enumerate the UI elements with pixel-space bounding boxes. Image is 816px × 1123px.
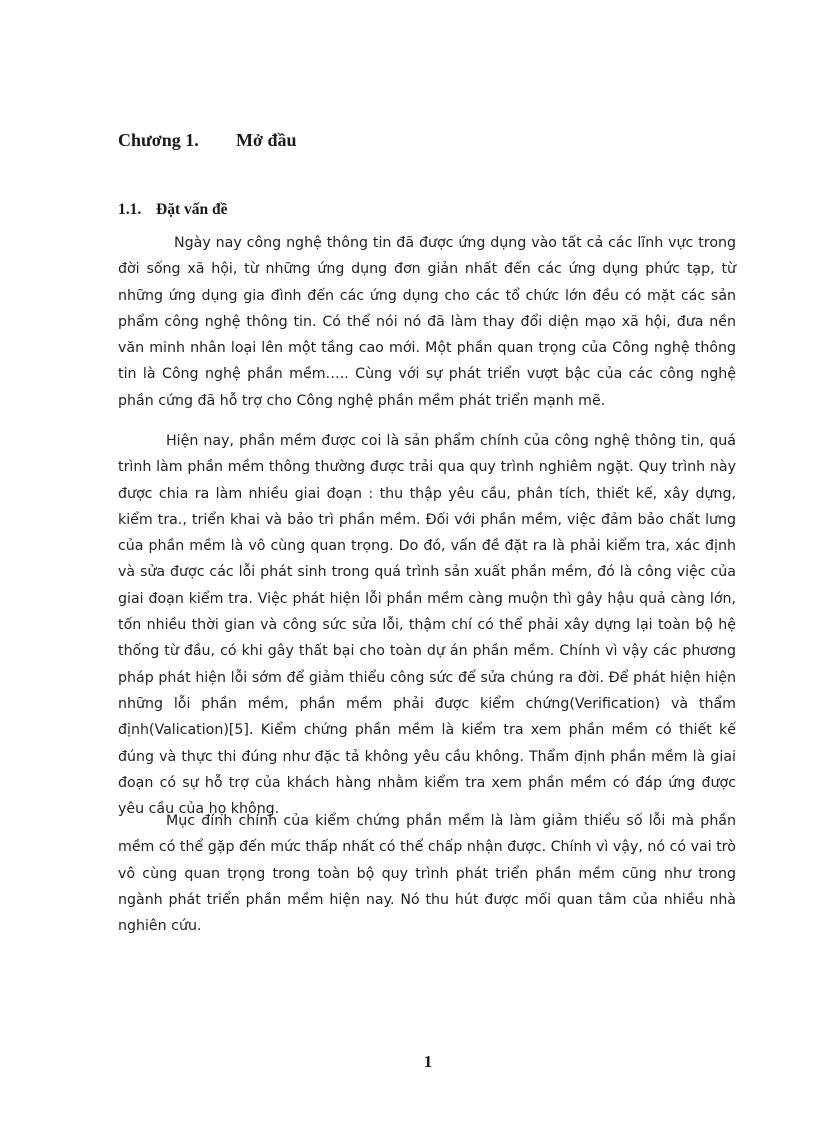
section-title: Đặt vấn đề [156,201,228,218]
chapter-number: Chương 1. [118,130,199,150]
body-paragraph-2: Hiện nay, phần mềm được coi là sản phẩm chính của công nghệ thông tin, quá trình làm phần mềm thông thường được trải qua quy trình nghiêm ngặt. Quy trình này được chia ra làm nhiều giai đoạn : thu thập yêu cầu, phân tích, thiết kế, xây dựng, kiểm tra., triển khai và bảo trì phần mềm. Đối với phần mềm, việc đảm bảo chất lưng của phần mềm là vô cùng quan trọng. Do đó, vấn đề đặt ra là phải kiểm tra, xác định và sửa được các lỗi phát sinh trong quá trình sản xuất phần mềm, đó là công việc của giai đoạn kiểm tra. Việc phát hiện lỗi phần mềm càng muộn thì gây hậu quả càng lớn, tốn nhiều thời gian và công sức sửa lỗi, thậm chí có thể phải xây dựng lại toàn bộ hệ thống từ đầu, có khi gây thất bại cho toàn dự án phần mềm. Chính vì vậy các phương pháp phát hiện lỗi sớm để giảm thiểu công sức để sửa chúng ra đời. Để phát hiện hiện những lỗi phần mềm, phần mềm phải được kiểm chứng(Verification) và thẩm định(Valication)[5]. Kiểm chứng phần mềm là kiểm tra xem phần mềm có thiết kế đúng và thực thi đúng như đặc tả không yêu cầu không. Thẩm định phần mềm là giai đoạn có sự hỗ trợ của khách hàng nhằm kiểm tra xem phần mềm có đáp ứng được yêu cầu của họ không. [118,433,736,818]
page-number: 1 [423,1052,433,1071]
section-heading [118,199,227,221]
body-paragraph-1: Ngày nay công nghệ thông tin đã được ứng dụng vào tất cả các lĩnh vực trong đời sống xã hội, từ những ứng dụng đơn giản nhất đến các ứng dụng phức tạp, từ những ứng dụng gia đình đến các ứng dụng cho các tổ chức lớn đều có mặt các sản phẩm công nghệ thông tin. Có thể nói nó đã làm thay đổi diện mạo xã hội, đưa nền văn minh nhân loại lên một tầng cao mới. Một phần quan trọng của Công nghệ thông tin là Công nghệ phần mềm….. Cùng với sự phát triển vượt bậc của các công nghệ phần cứng đã hỗ trợ cho Công nghệ phần mềm phát triển mạnh mẽ. [118,235,736,409]
chapter-heading [118,128,296,152]
chapter-title: Mở đầu [236,130,297,150]
body-paragraph-3: Mục đính chính của kiểm chứng phần mềm là làm giảm thiểu số lỗi mà phần mềm có thể gặp đến mức thấp nhất có thể chấp nhận được. Chính vì vậy, nó có vai trò vô cùng quan trọng trong toàn bộ quy trình phát triển phần mềm cũng như trong ngành phát triển phần mềm hiện nay. Nó thu hút được mối quan tâm của nhiều nhà nghiên cứu. [118,813,736,935]
section-number: 1.1. [118,201,142,218]
